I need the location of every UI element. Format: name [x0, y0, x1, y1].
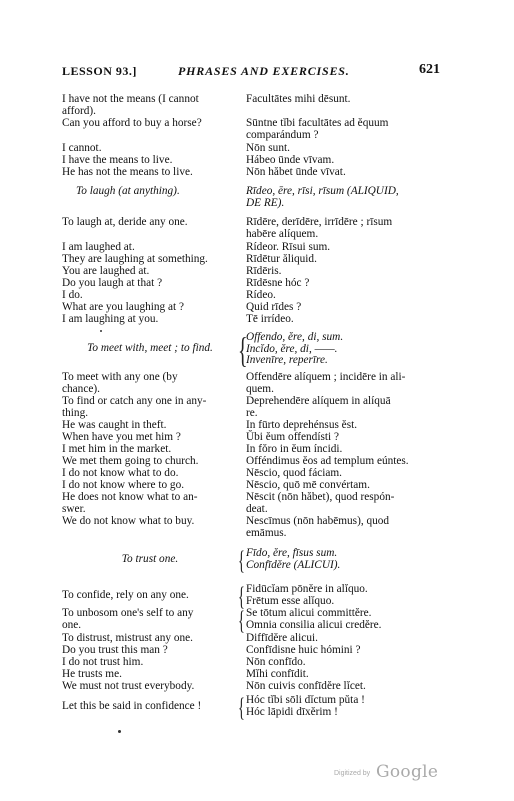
latin-text: Nēscio, quō mē convértam.	[246, 479, 370, 491]
latin-text: Nōn cuivis confīdĕre lĭcet.	[246, 680, 366, 692]
english-text: Do you laugh at that ?	[62, 277, 163, 289]
latin-text: Quid rīdes ?	[246, 301, 302, 313]
english-text: I met him in the market.	[62, 443, 172, 455]
running-header	[62, 64, 440, 80]
latin-text: Tē irrídeo.	[246, 313, 294, 325]
english-text: Let this be said in confidence !	[62, 700, 202, 712]
latin-text: Offendēre alíquem ; incidēre in ali- quem.	[246, 371, 406, 395]
latin-text: Rīdētur ăliquid.	[246, 253, 317, 265]
latin-text: Nōn hăbet ūnde vīvat.	[246, 166, 346, 178]
latin-text: Ŭbi ĕum offendísti ?	[246, 431, 339, 443]
latin-text: In fŏro in ĕum íncidi.	[246, 443, 343, 455]
latin-text: Facultātes mihi dēsunt.	[246, 93, 351, 105]
latin-text: Confīdisne huic hómini ?	[246, 644, 361, 656]
english-text: To find or catch any one in any- thing.	[62, 395, 207, 419]
english-text: I do not trust him.	[62, 656, 144, 668]
english-text: Can you afford to buy a horse?	[62, 117, 202, 129]
brace-icon: {	[238, 546, 245, 575]
brace-icon: {	[238, 330, 248, 370]
english-text: I do.	[62, 289, 83, 301]
english-text: I do not know what to do.	[62, 467, 179, 479]
english-text: I have not the means (I cannot afford).	[62, 93, 199, 117]
latin-text: Rídeo.	[246, 289, 276, 301]
latin-text: Diffīdĕre alicui.	[246, 632, 318, 644]
english-text: To unbosom one's self to any one.	[62, 607, 194, 631]
english-text: He was caught in theft.	[62, 419, 167, 431]
page-number: 621	[419, 62, 440, 77]
latin-text: Sūntne tĭbi facultātes ad ĕquum comparándum ?	[246, 117, 389, 141]
english-text: I have the means to live.	[62, 154, 173, 166]
latin-text: Nēscio, quod fáciam.	[246, 467, 342, 479]
english-text: He does not know what to an- swer.	[62, 491, 198, 515]
english-text: They are laughing at something.	[62, 253, 208, 265]
english-heading: To meet with, meet ; to find.	[87, 342, 213, 354]
lesson-label: LESSON 93.]	[62, 64, 137, 78]
latin-text: Deprehendēre alíquem in alíquā re.	[246, 395, 391, 419]
ink-dot	[100, 330, 102, 332]
english-text: I cannot.	[62, 142, 102, 154]
english-text: To distrust, mistrust any one.	[62, 632, 194, 644]
brace-icon: {	[238, 606, 245, 635]
latin-text: Hóc tĭbi sōli dĭctum pŭta ! Hóc lāpidi dīxĕrim !	[246, 694, 365, 718]
english-text: When have you met him ?	[62, 431, 181, 443]
ink-dot	[118, 730, 121, 733]
latin-text: Rīdēris.	[246, 265, 282, 277]
latin-text: Mĭhi confīdit.	[246, 668, 309, 680]
watermark-small-text: Digitized by	[334, 770, 371, 777]
english-heading: To trust one.	[121, 553, 179, 565]
english-text: We must not trust everybody.	[62, 680, 195, 692]
english-text: He has not the means to live.	[62, 166, 193, 178]
latin-text: Nēscit (nōn hăbet), quod respón- deat.	[246, 491, 395, 515]
latin-text: Rīdēre, derīdēre, irrīdēre ; rīsum habēre alíquem.	[246, 216, 393, 240]
english-text: He trusts me.	[62, 668, 122, 680]
latin-text: Nōn confīdo.	[246, 656, 306, 668]
digitized-by-google-watermark	[334, 762, 444, 786]
brace-icon: {	[238, 582, 245, 611]
english-text: We do not know what to buy.	[62, 515, 195, 527]
english-text: Do you trust this man ?	[62, 644, 168, 656]
header-title: PHRASES AND EXERCISES.	[178, 64, 350, 78]
english-text: To meet with any one (by chance).	[62, 371, 178, 395]
english-text: To confide, rely on any one.	[62, 589, 189, 601]
latin-text: Hábeo ūnde vīvam.	[246, 154, 335, 166]
latin-text: Se tōtum alicui committĕre. Omnia consilia alicui credĕre.	[246, 607, 382, 631]
latin-text: Fidūcĭam pōnĕre in alĭquo. Frētum esse alĭquo.	[246, 583, 368, 607]
latin-text: In fūrto deprehénsus ĕst.	[246, 419, 358, 431]
latin-heading: Fīdo, ĕre, fīsus sum. Confīdĕre (ALICUI).	[246, 547, 341, 571]
english-text: I am laughed at.	[62, 241, 135, 253]
latin-heading: Offendo, ĕre, di, sum. Incĭdo, ĕre, di, ——. Invenīre, reperīre.	[246, 331, 344, 367]
english-text: To laugh at, deride any one.	[62, 216, 188, 228]
brace-icon: {	[238, 693, 245, 722]
latin-heading: Rīdeo, ēre, rīsi, rīsum (ALIQUID, DE RE).	[246, 185, 399, 209]
watermark-logo-text: Google	[376, 762, 439, 782]
latin-text: Offéndimus ĕos ad templum eúntes.	[246, 455, 409, 467]
latin-text: Rídeor. Rīsui sum.	[246, 241, 331, 253]
english-text: I do not know where to go.	[62, 479, 185, 491]
english-heading: To laugh (at anything).	[76, 185, 180, 197]
english-text: I am laughing at you.	[62, 313, 159, 325]
english-text: What are you laughing at ?	[62, 301, 185, 313]
english-text: You are laughed at.	[62, 265, 150, 277]
latin-text: Nescīmus (nōn habēmus), quod emāmus.	[246, 515, 390, 539]
latin-text: Rīdēsne hóc ?	[246, 277, 310, 289]
english-text: We met them going to church.	[62, 455, 199, 467]
latin-text: Nōn sunt.	[246, 142, 290, 154]
